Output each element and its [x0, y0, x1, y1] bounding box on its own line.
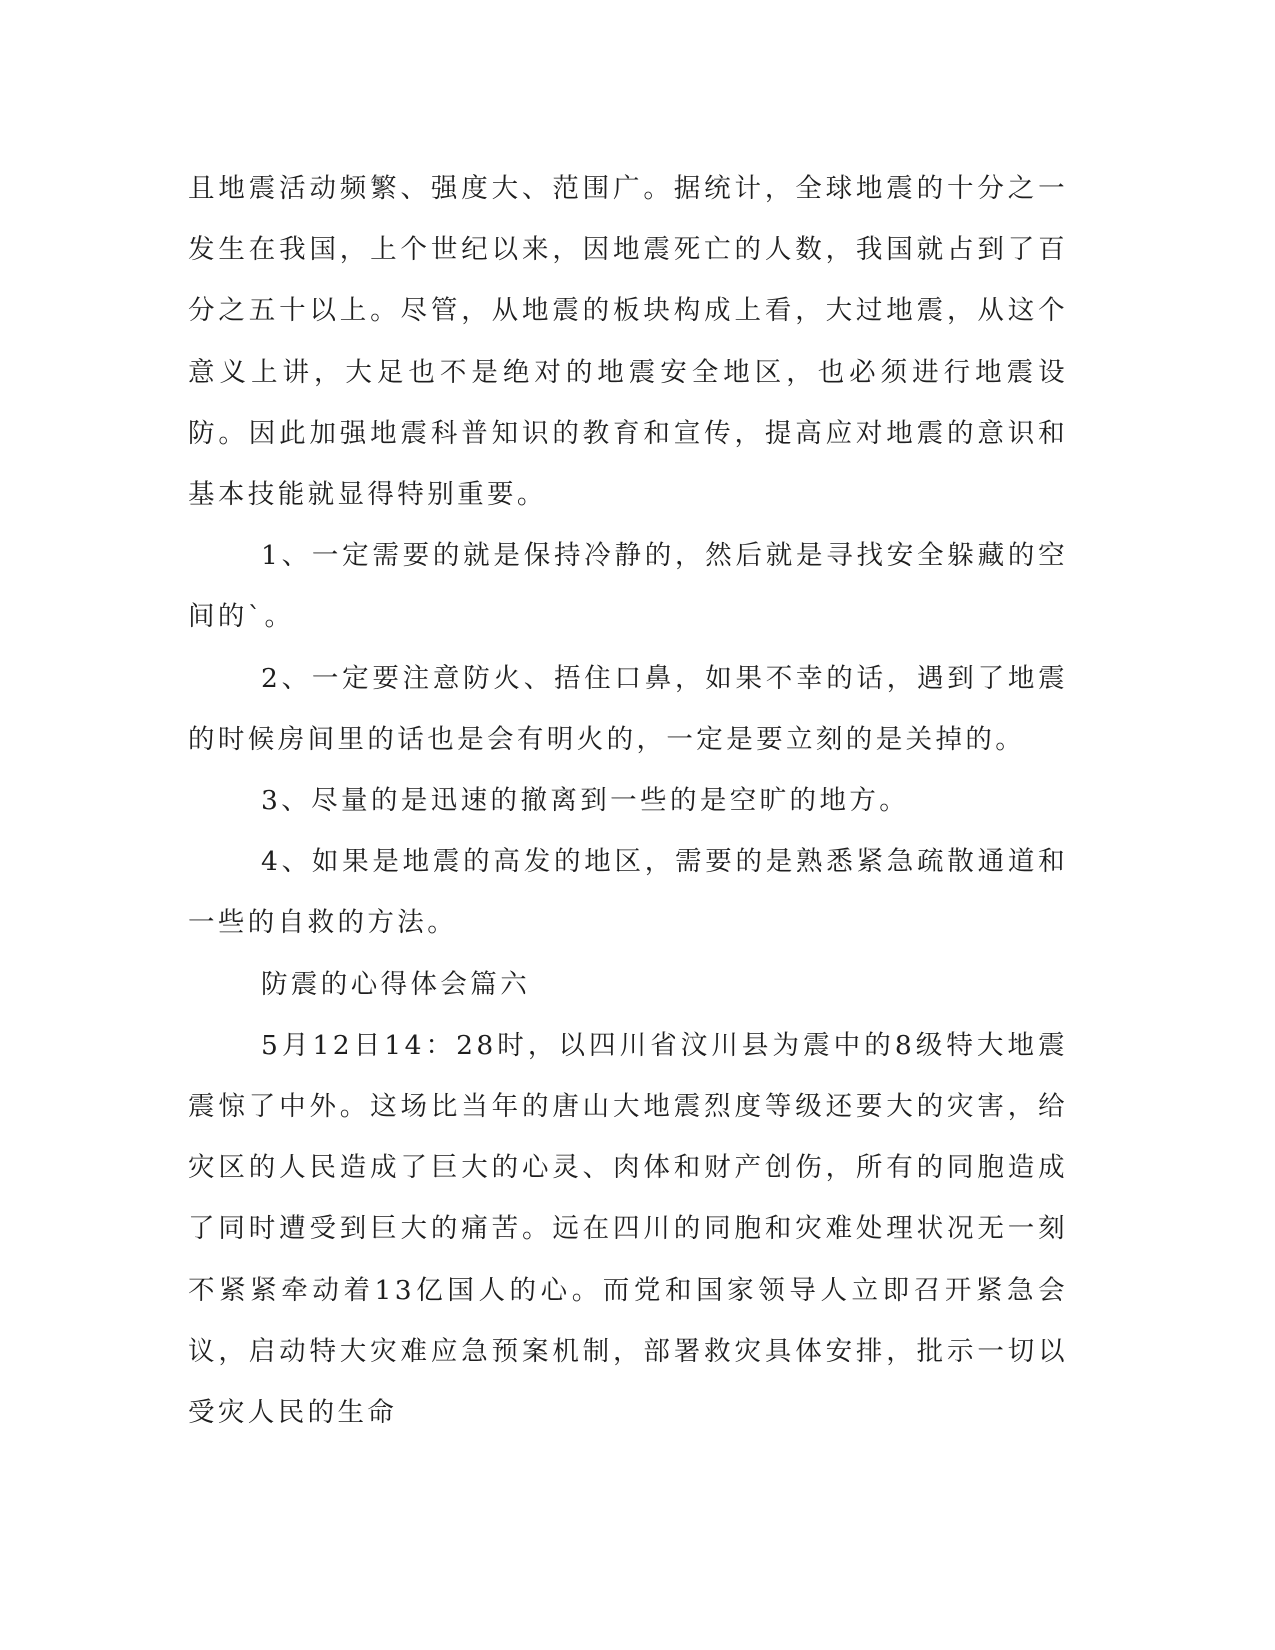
body-paragraph: 5月12日14：28时，以四川省汶川县为震中的8级特大地震震惊了中外。这场比当年的唐山大地震烈度等级还要大的灾害，给灾区的人民造成了巨大的心灵、肉体和财产创伤，所有的同胞造成了同时遭受到巨大的痛苦。远在四川的同胞和灾难处理状况无一刻不紧紧牵动着13亿国人的心。而党和国家领导人立即召开紧急会议，启动特大灾难应急预案机制，部署救灾具体安排，批示一切以受灾人民的生命	[188, 1029, 1068, 1429]
body-paragraph: 且地震活动频繁、强度大、范围广。据统计，全球地震的十分之一发生在我国，上个世纪以来，因地震死亡的人数，我国就占到了百分之五十以上。尽管，从地震的板块构成上看，大过地震，从这个意义上讲，大足也不是绝对的地震安全地区，也必须进行地震设防。因此加强地震科普知识的教育和宣传，提高应对地震的意识和基本技能就显得特别重要。	[188, 173, 1068, 511]
document-body	[188, 158, 1068, 1443]
list-item-3: 3、尽量的是迅速的撤离到一些的是空旷的地方。	[261, 785, 910, 817]
list-item-2: 2、一定要注意防火、捂住口鼻，如果不幸的话，遇到了地震的时候房间里的话也是会有明火的，一定是要立刻的是关掉的。	[188, 662, 1068, 755]
list-item-1: 1、一定需要的就是保持冷静的，然后就是寻找安全躲藏的空间的`。	[188, 540, 1068, 633]
section-heading: 防震的心得体会篇六	[261, 968, 531, 1000]
list-item-4: 4、如果是地震的高发的地区，需要的是熟悉紧急疏散通道和一些的自救的方法。	[188, 846, 1068, 939]
